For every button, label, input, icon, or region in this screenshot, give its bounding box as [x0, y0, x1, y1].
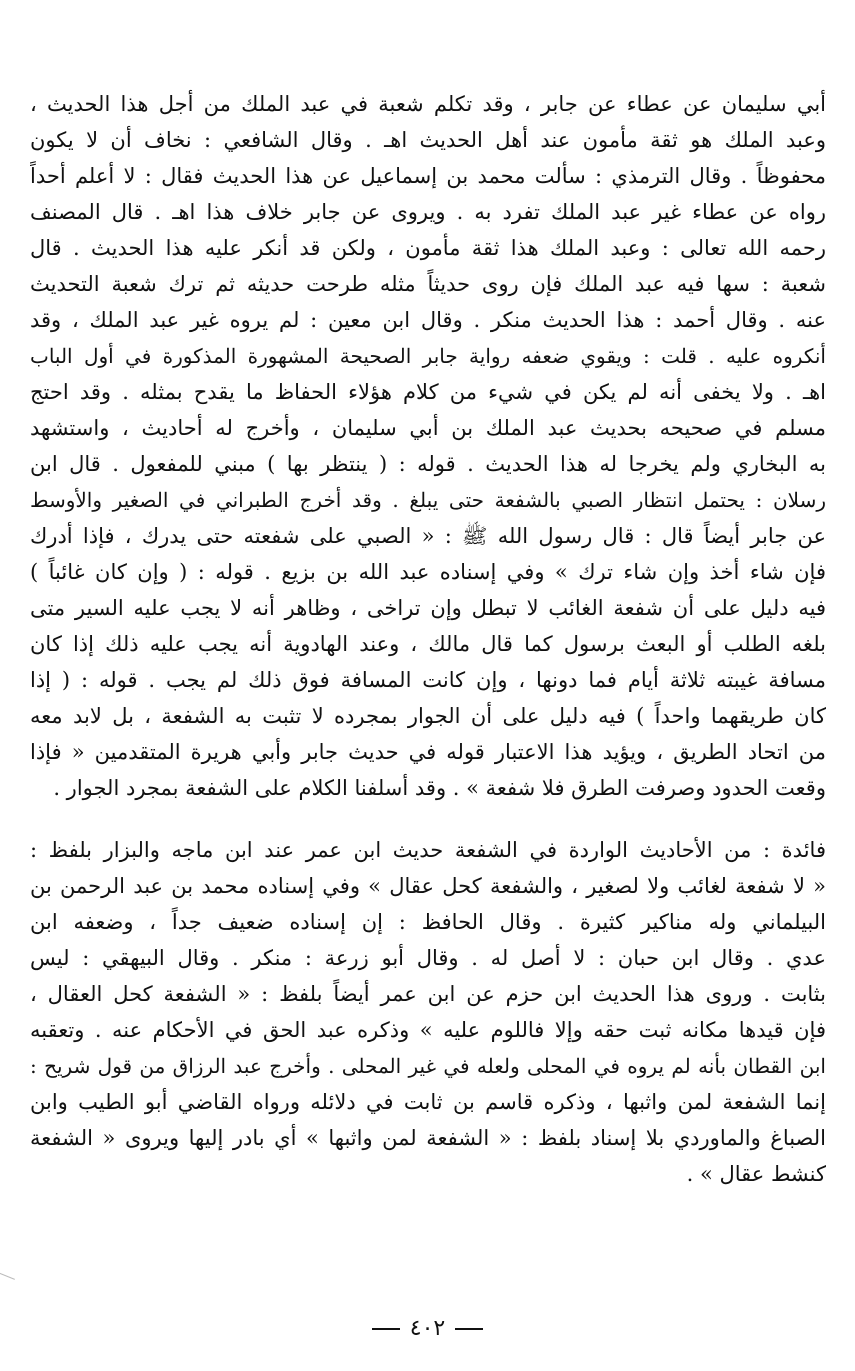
page-number-text: ٤٠٢ [409, 1316, 446, 1341]
main-text-line: وعبد الملك هو ثقة مأمون عند أهل الحديث اهـ . وقال الشافعي : نخاف أن لا يكون [30, 128, 826, 152]
folio-dash-left [455, 1328, 483, 1330]
main-text-line: محفوظاً . وقال الترمذي : سألت محمد بن إسماعيل عن هذا الحديث فقال : لا أعلم أحداً [30, 164, 826, 188]
main-text-line: كان طريقهما واحداً ) فيه دليل على أن الجوار بمجرده لا تثبت به الشفعة ، بل لابد معه [30, 704, 826, 728]
footnote-line: فائدة : من الأحاديث الواردة في الشفعة حديث ابن عمر عند ابن ماجه والبزار بلفظ : [30, 838, 826, 862]
footnote-line: إنما الشفعة لمن واثبها ، وذكره قاسم بن ثابت في دلائله ورواه القاضي أبو الطيب وابن [30, 1090, 826, 1114]
book-page [30, 86, 826, 1336]
footnote-line: عدي . وقال ابن حبان : لا أصل له . وقال أبو زرعة : منكر . وقال البيهقي : ليس [30, 946, 826, 970]
main-text-line: أبي سليمان عن عطاء عن جابر ، وقد تكلم شعبة في عبد الملك من أجل هذا الحديث ، [30, 92, 826, 116]
main-text-line: رواه عن عطاء غير عبد الملك تفرد به . ويروى عن جابر خلاف هذا اهـ . قال المصنف [30, 200, 826, 224]
footnote-line: كنشط عقال » . [686, 1162, 826, 1186]
footnote-line: الصباغ والماوردي بلا إسناد بلفظ : « الشفعة لمن واثبها » أي بادر إليها ويروى « الشفعة [30, 1126, 826, 1150]
folio-dash-right [372, 1328, 400, 1330]
footnote-line: « لا شفعة لغائب ولا لصغير ، والشفعة كحل عقال » وفي إسناده محمد بن عبد الرحمن بن [30, 874, 826, 898]
main-text-line: مسافة غيبته ثلاثة أيام فما دونها ، وإن كانت المسافة فوق ذلك لم يجب . قوله : ( إذا [30, 668, 826, 692]
main-text-line: فإن شاء أخذ وإن شاء ترك » وفي إسناده عبد الله بن بزيع . قوله : ( وإن كان غائباً ) [30, 560, 826, 584]
scan-edge-mark [0, 1259, 20, 1280]
page-number [0, 1314, 855, 1344]
main-text-line: وقعت الحدود وصرفت الطرق فلا شفعة » . وقد أسلفنا الكلام على الشفعة بمجرد الجوار . [53, 776, 826, 800]
footnote-line: ابن القطان بأنه لم يروه في المحلى ولعله في غير المحلى . وأخرج عبد الرزاق من قول شريح : [30, 1054, 826, 1078]
main-text-line: رسلان : يحتمل انتظار الصبي بالشفعة حتى يبلغ . وقد أخرج الطبراني في الصغير والأوسط [30, 488, 826, 512]
main-text-line: اهـ . ولا يخفى أنه لم يكن في شيء من كلام هؤلاء الحفاظ ما يقدح بمثله . وقد احتج [30, 380, 826, 404]
main-text-line: من اتحاد الطريق ، ويؤيد هذا الاعتبار قوله في حديث جابر وأبي هريرة المتقدمين « فإذا [30, 740, 826, 764]
main-text-line: به البخاري ولم يخرجا له هذا الحديث . قوله : ( ينتظر بها ) مبني للمفعول . قال ابن [30, 452, 826, 476]
footnote-line: فإن قيدها مكانه ثبت حقه وإلا فاللوم عليه » وذكره عبد الحق في الأحكام عنه . وتعقبه [30, 1018, 826, 1042]
main-text-line: عن جابر أيضاً قال : قال رسول الله ﷺ : « الصبي على شفعته حتى يدرك ، فإذا أدرك [30, 524, 826, 548]
main-text-line: بلغه الطلب أو البعث برسول كما قال مالك ، وعند الهادوية أنه يجب عليه ذلك إذا كان [30, 632, 826, 656]
main-text-line: مسلم في صحيحه بحديث عبد الملك بن أبي سليمان ، وأخرج له أحاديث ، واستشهد [30, 416, 826, 440]
footnote-line: بثابت . وروى هذا الحديث ابن حزم عن ابن عمر أيضاً بلفظ : « الشفعة كحل العقال ، [30, 982, 826, 1006]
main-text-line: عنه . وقال أحمد : هذا الحديث منكر . وقال ابن معين : لم يروه غير عبد الملك ، وقد [30, 308, 826, 332]
footnote-line: البيلماني وله مناكير كثيرة . وقال الحافظ : إن إسناده ضعيف جداً ، وضعفه ابن [30, 910, 826, 934]
main-text-line: شعبة : سها فيه عبد الملك فإن روى حديثاً مثله طرحت حديثه ثم ترك شعبة التحديث [30, 272, 826, 296]
main-text-line: أنكروه عليه . قلت : ويقوي ضعفه رواية جابر الصحيحة المشهورة المذكورة في أول الباب [30, 344, 826, 368]
main-text-line: فيه دليل على أن شفعة الغائب لا تبطل وإن تراخى ، وظاهر أنه لا يجب عليه السير متى [30, 596, 826, 620]
main-text-line: رحمه الله تعالى : وعبد الملك هذا ثقة مأمون ، ولكن قد أنكر عليه هذا الحديث . قال [30, 236, 826, 260]
